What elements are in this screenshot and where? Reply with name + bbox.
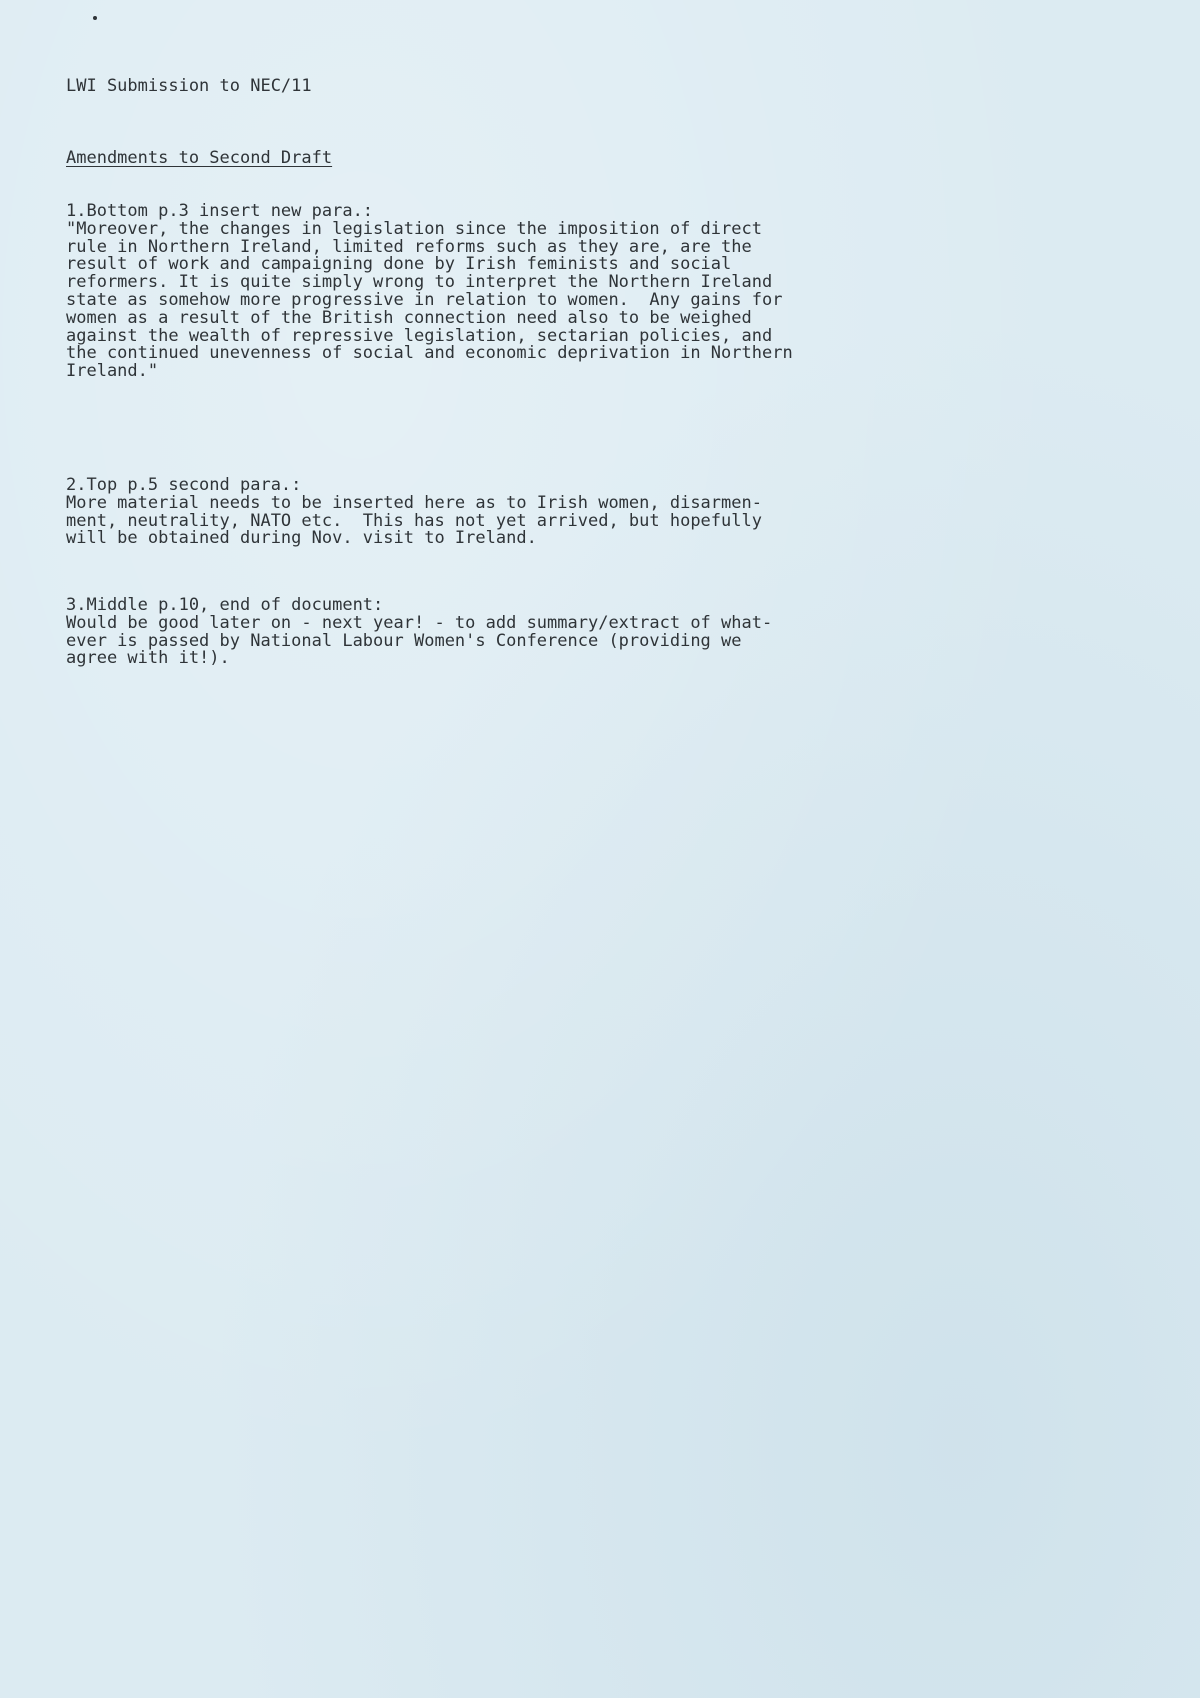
amendment-item [66, 597, 772, 668]
amendment-line: More material needs to be inserted here as to Irish women, disarmen- [66, 492, 762, 513]
amendment-label: 2.Top p.5 second para.: [66, 475, 302, 495]
amendment-line: against the wealth of repressive legislation, sectarian policies, and [66, 325, 773, 346]
amendment-line: women as a result of the British connection need also to be weighed [66, 307, 752, 328]
amendment-item [66, 203, 793, 381]
amendment-item [66, 477, 762, 548]
amendment-line: ment, neutrality, NATO etc. This has not yet arrived, but hopefully [66, 510, 762, 531]
amendment-line: state as somehow more progressive in relation to women. Any gains for [66, 289, 783, 310]
amendment-line: agree with it!). [66, 648, 230, 669]
amendment-line: Ireland." [66, 361, 159, 382]
amendment-label: 1.Bottom p.3 insert new para.: [66, 201, 374, 221]
amendment-line: Would be good later on - next year! - to add summary/extract of what- [66, 612, 773, 633]
amendment-line: "Moreover, the changes in legislation since the imposition of direct [66, 218, 762, 239]
document-reference: LWI Submission to NEC/11 [66, 76, 312, 96]
amendment-line: the continued unevenness of social and economic deprivation in Northern [66, 343, 793, 364]
amendment-line: reformers. It is quite simply wrong to interpret the Northern Ireland [66, 272, 773, 293]
amendment-line: ever is passed by National Labour Women's Conference (providing we [66, 630, 742, 651]
ink-speck [93, 16, 97, 20]
amendment-line: result of work and campaigning done by Irish feminists and social [66, 254, 732, 275]
amendment-line: will be obtained during Nov. visit to Ireland. [66, 528, 537, 549]
amendment-line: rule in Northern Ireland, limited reforms such as they are, are the [66, 236, 752, 257]
amendment-label: 3.Middle p.10, end of document: [66, 595, 384, 615]
document-heading: Amendments to Second Draft [66, 148, 333, 168]
